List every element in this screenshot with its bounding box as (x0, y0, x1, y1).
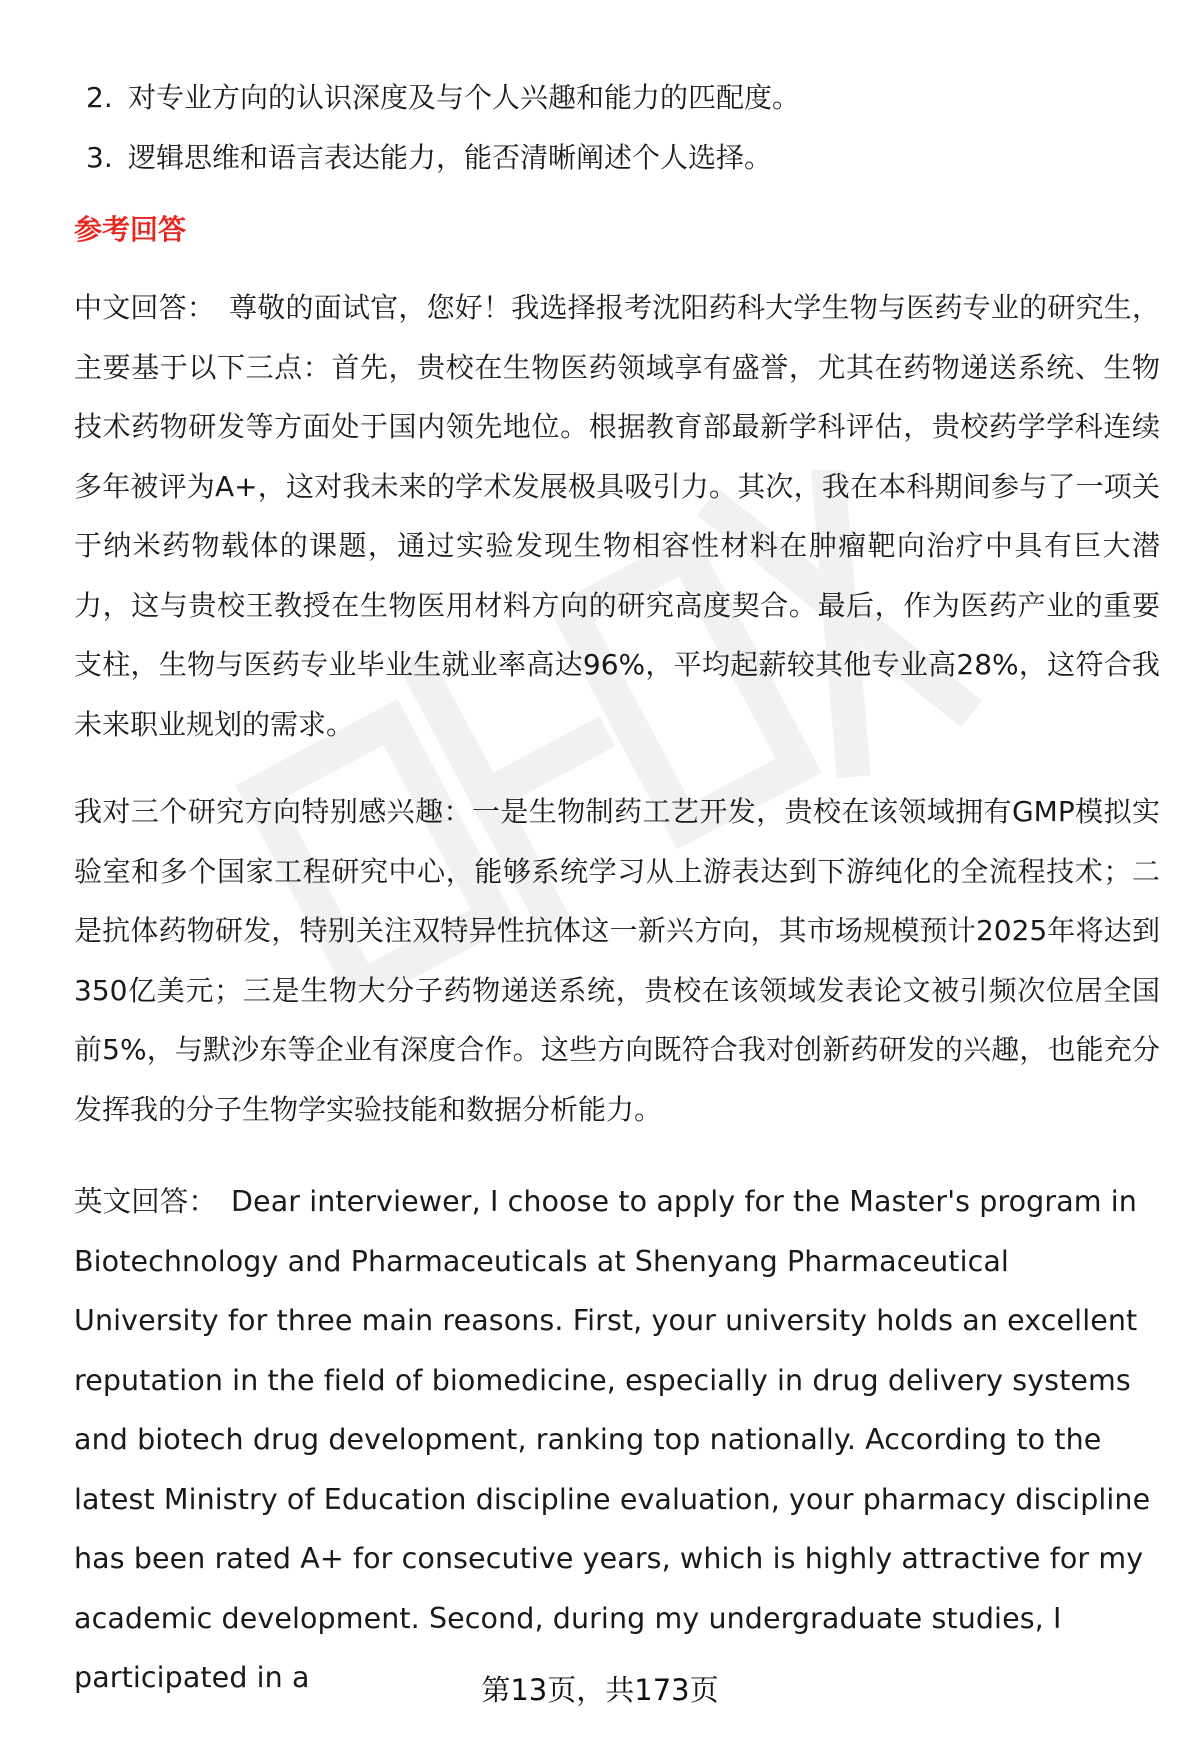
list-item-number: 2. (86, 81, 113, 114)
list-item-text: 逻辑思维和语言表达能力，能否清晰阐述个人选择。 (128, 141, 773, 174)
list-item (74, 128, 1160, 188)
english-answer-paragraph (74, 1172, 1160, 1708)
list-item-number: 3. (86, 141, 113, 174)
chinese-answer-lead: 中文回答： (74, 291, 216, 324)
chinese-answer-paragraph-1 (74, 278, 1160, 754)
evaluation-criteria-list (74, 68, 1160, 188)
chinese-answer-text-1: 尊敬的面试官，您好！我选择报考沈阳药科大学生物与医药专业的研究生，主要基于以下三点：首先，贵校在生物医药领域享有盛誉，尤其在药物递送系统、生物技术药物研发等方面处于国内领先地位。根据教育部最新学科评估，贵校药学学科连续多年被评为A+，这对我未来的学术发展极具吸引力。其次，我在本科期间参与了一项关于纳米药物载体的课题，通过实验发现生物相容性材料在肿瘤靶向治疗中具有巨大潜力，这与贵校王教授在生物医用材料方向的研究高度契合。最后，作为医药产业的重要支柱，生物与医药专业毕业生就业率高达96%，平均起薪较其他专业高28%，这符合我未来职业规划的需求。 (74, 291, 1160, 741)
list-item (74, 68, 1160, 128)
list-item-text: 对专业方向的认识深度及与个人兴趣和能力的匹配度。 (128, 81, 801, 114)
chinese-answer-paragraph-2 (74, 782, 1160, 1139)
english-answer-text: Dear interviewer, I choose to apply for the Master's program in Biotechnology and Pharmaceuticals at Shenyang Pharmaceutical University for three main reasons. First, your university holds an excellent reputation in the field of biomedicine, especially in drug delivery systems and biotech drug development, ranking top nationally. According to the latest Ministry of Education discipline evaluation, your pharmacy discipline has been rated A+ for consecutive years, which is highly attractive for my academic development. Second, during my undergraduate studies, I participated in a (74, 1185, 1151, 1694)
english-answer-lead: 英文回答： (74, 1185, 218, 1218)
chinese-answer-text-2: 我对三个研究方向特别感兴趣：一是生物制药工艺开发，贵校在该领域拥有GMP模拟实验室和多个国家工程研究中心，能够系统学习从上游表达到下游纯化的全流程技术；二是抗体药物研发，特别关注双特异性抗体这一新兴方向，其市场规模预计2025年将达到350亿美元；三是生物大分子药物递送系统，贵校在该领域发表论文被引频次位居全国前5%，与默沙东等企业有深度合作。这些方向既符合我对创新药研发的兴趣，也能充分发挥我的分子生物学实验技能和数据分析能力。 (74, 795, 1160, 1126)
page-footer: 第13页，共173页 (481, 1673, 719, 1707)
reference-answer-heading: 参考回答 (74, 213, 187, 246)
